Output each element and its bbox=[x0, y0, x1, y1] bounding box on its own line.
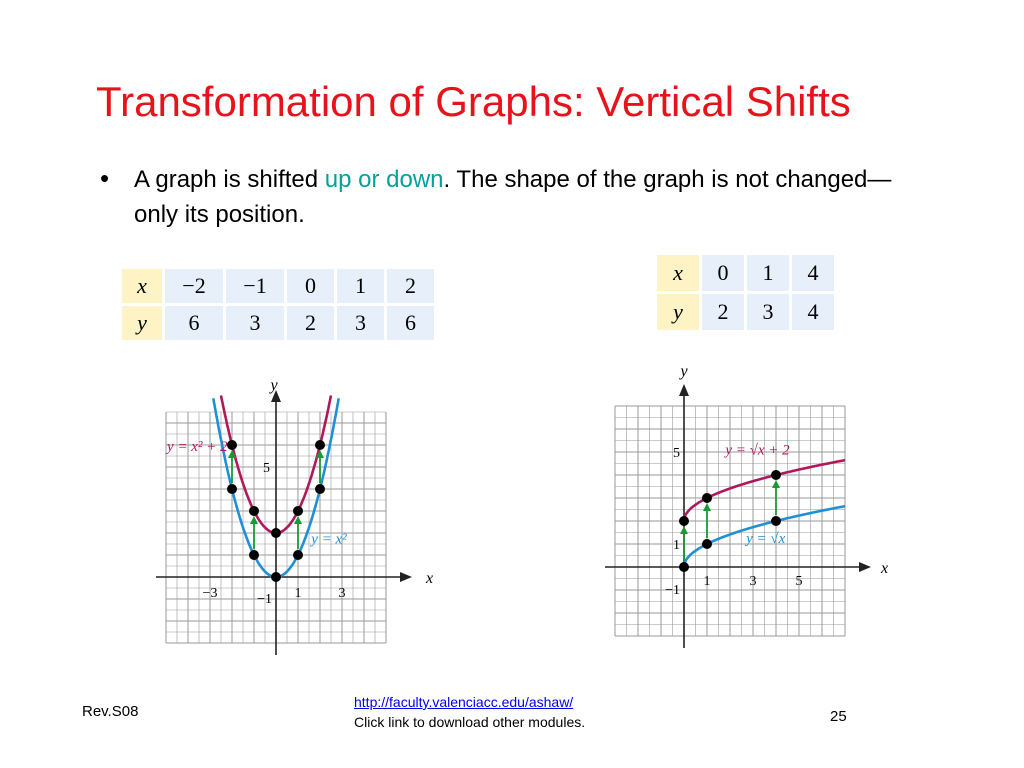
table-cell: 4 bbox=[792, 294, 834, 330]
table-row-y bbox=[657, 294, 834, 330]
shift-arrowhead-icon bbox=[772, 480, 780, 488]
page-number: 25 bbox=[830, 708, 847, 725]
bullet-highlight: up or down bbox=[324, 166, 444, 193]
bullet-text-after: . The shape of the graph is not changed—only its position. bbox=[134, 166, 892, 228]
x-axis-label: x bbox=[426, 570, 434, 587]
y-tick-label: −1 bbox=[257, 592, 272, 607]
graph-axes bbox=[605, 384, 871, 648]
x-tick-label: 3 bbox=[749, 574, 757, 589]
data-point bbox=[227, 440, 237, 450]
parabola-graph bbox=[120, 370, 434, 660]
data-point bbox=[679, 562, 689, 572]
data-point bbox=[771, 516, 781, 526]
table-header-x: x bbox=[122, 269, 162, 303]
data-point bbox=[271, 572, 281, 582]
table-cell: 3 bbox=[747, 294, 789, 330]
data-point bbox=[315, 484, 325, 494]
x-tick-label: 1 bbox=[703, 574, 711, 589]
data-point bbox=[679, 516, 689, 526]
table-cell: 1 bbox=[337, 269, 384, 303]
y-axis-label: y bbox=[270, 377, 278, 394]
bullet-text bbox=[134, 162, 934, 232]
data-point bbox=[315, 440, 325, 450]
table-row-y bbox=[122, 306, 434, 340]
table-cell: 0 bbox=[702, 255, 744, 291]
y-axis-arrow-icon bbox=[679, 384, 689, 396]
table-cell: 6 bbox=[387, 306, 434, 340]
data-point bbox=[249, 506, 259, 516]
bullet-text-before: A graph is shifted bbox=[134, 166, 325, 193]
data-point bbox=[249, 550, 259, 560]
data-point bbox=[702, 539, 712, 549]
y-tick-label: 5 bbox=[263, 461, 270, 476]
slide-title: Transformation of Graphs: Vertical Shifts bbox=[96, 78, 851, 125]
table-row-x bbox=[657, 255, 834, 291]
y-tick-label: −1 bbox=[665, 583, 680, 598]
table-header-x: x bbox=[657, 255, 699, 291]
data-point bbox=[271, 528, 281, 538]
y-tick-label: 5 bbox=[673, 446, 680, 461]
table-parabola-values bbox=[119, 266, 437, 343]
shifted-curve-label: y = x² + 2 bbox=[167, 439, 228, 455]
table-sqrt-values bbox=[654, 252, 837, 333]
table-cell: 2 bbox=[287, 306, 334, 340]
bullet-marker: • bbox=[100, 163, 110, 193]
data-point bbox=[702, 493, 712, 503]
shift-arrowhead-icon bbox=[680, 526, 688, 534]
x-tick-label: 5 bbox=[795, 574, 803, 589]
data-point bbox=[293, 506, 303, 516]
base-curve-label: y = √x bbox=[746, 530, 786, 547]
x-tick-label: 1 bbox=[294, 586, 302, 601]
shifted-curve-label: y = √x + 2 bbox=[725, 442, 790, 459]
y-axis-label: y bbox=[680, 363, 688, 380]
base-curve-label: y = x² bbox=[311, 531, 347, 548]
table-header-y: y bbox=[122, 306, 162, 340]
shift-arrowhead-icon bbox=[703, 503, 711, 511]
x-tick-label: 3 bbox=[338, 586, 346, 601]
x-tick-label: −3 bbox=[202, 586, 218, 601]
data-point bbox=[293, 550, 303, 560]
table-cell: −2 bbox=[165, 269, 223, 303]
table-cell: 3 bbox=[337, 306, 384, 340]
table-cell: 4 bbox=[792, 255, 834, 291]
table-cell: 0 bbox=[287, 269, 334, 303]
x-axis-label: x bbox=[881, 560, 889, 577]
table-row-x bbox=[122, 269, 434, 303]
graph-grid bbox=[615, 406, 845, 636]
x-axis-arrow-icon bbox=[400, 572, 412, 582]
data-point bbox=[771, 470, 781, 480]
modules-link[interactable]: http://faculty.valenciacc.edu/ashaw/ bbox=[354, 694, 574, 710]
table-cell: 1 bbox=[747, 255, 789, 291]
table-cell: 2 bbox=[387, 269, 434, 303]
revision-label: Rev.S08 bbox=[82, 703, 139, 720]
table-cell: 3 bbox=[226, 306, 284, 340]
table-cell: 6 bbox=[165, 306, 223, 340]
graph-axes bbox=[156, 390, 412, 655]
sqrt-graph bbox=[600, 355, 900, 655]
y-tick-label: 1 bbox=[673, 538, 680, 553]
link-note: Click link to download other modules. bbox=[354, 714, 586, 730]
table-header-y: y bbox=[657, 294, 699, 330]
table-cell: −1 bbox=[226, 269, 284, 303]
table-cell: 2 bbox=[702, 294, 744, 330]
data-point bbox=[227, 484, 237, 494]
x-axis-arrow-icon bbox=[859, 562, 871, 572]
